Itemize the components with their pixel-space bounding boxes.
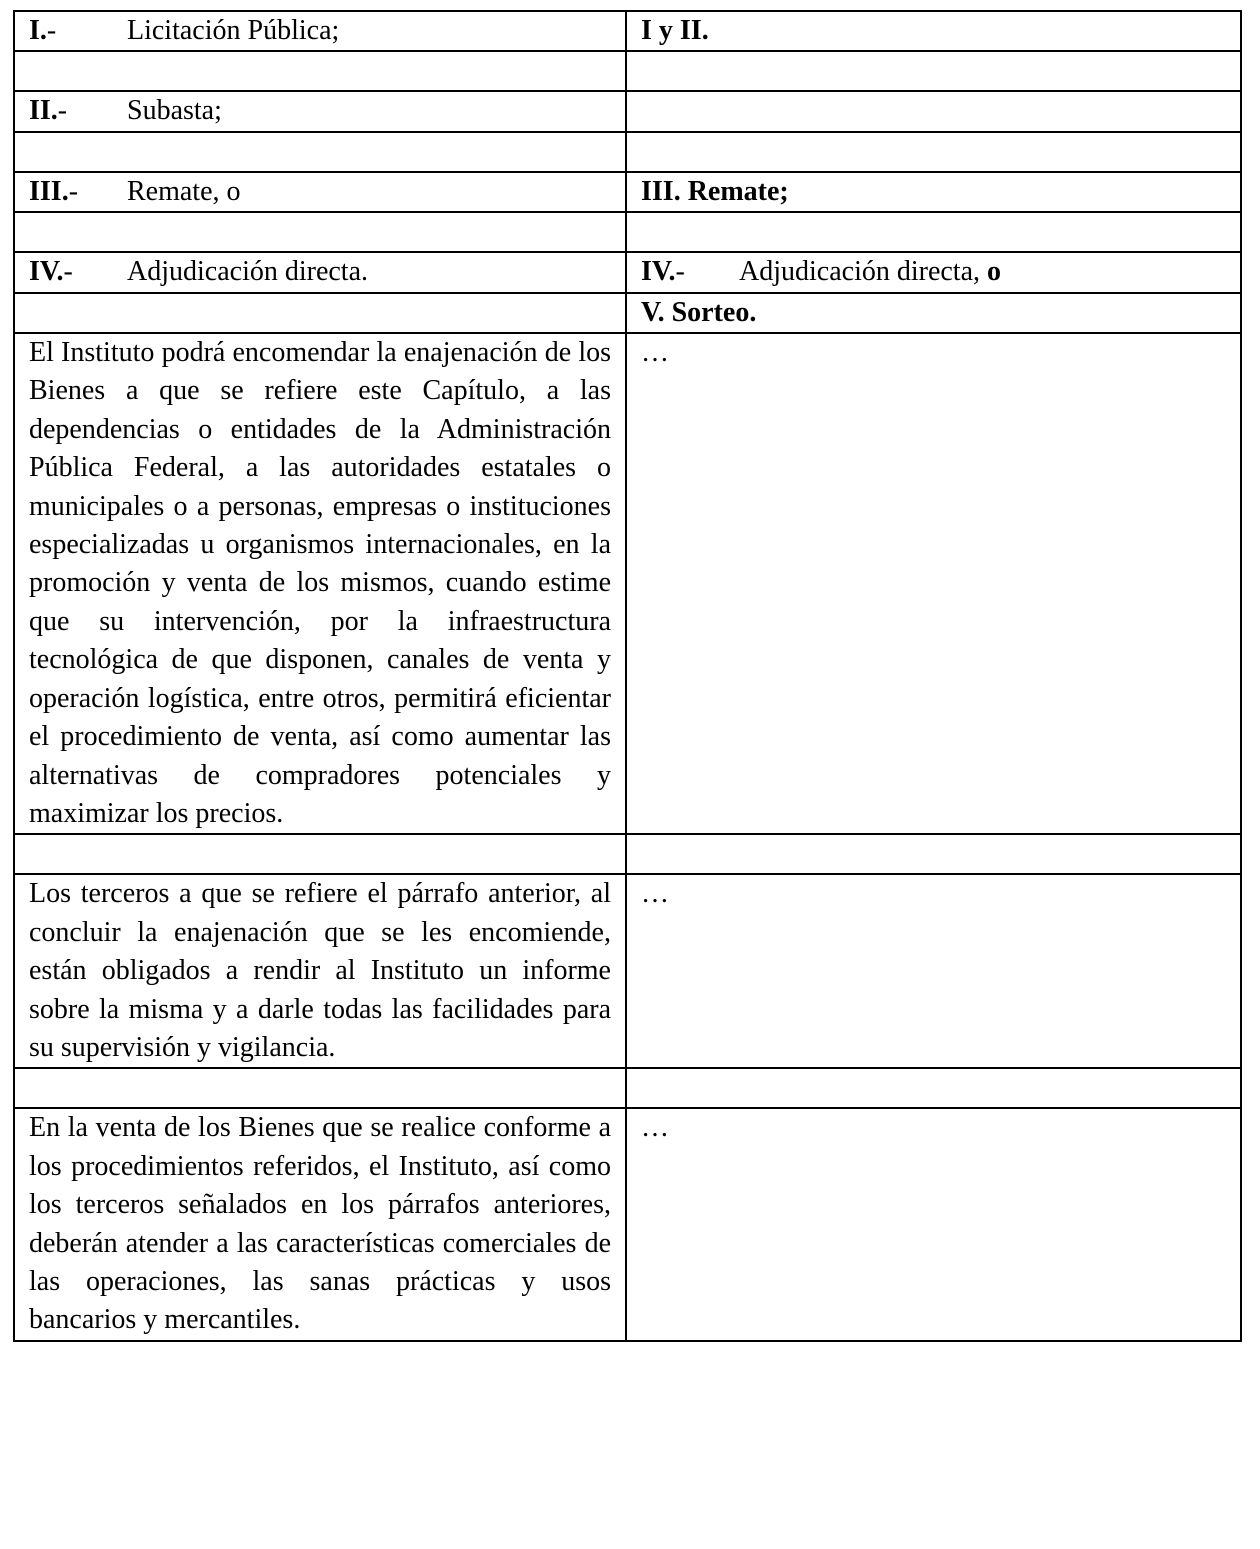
cell-left: [14, 333, 626, 834]
cell-left: [14, 293, 626, 333]
ellipsis-text: …: [641, 1112, 669, 1144]
cell-left: [14, 834, 626, 874]
cell-right: [626, 91, 1241, 131]
table-row-paragraph: [14, 333, 1241, 834]
table-row-empty: [14, 1068, 1241, 1108]
fraction-number: III.-: [29, 175, 79, 207]
cell-right: [626, 172, 1241, 212]
cell-right: [626, 293, 1241, 333]
table-row-empty: [14, 51, 1241, 91]
cell-left: [14, 1108, 626, 1340]
cell-left: [14, 11, 626, 51]
cell-right: [626, 333, 1241, 834]
table-row-paragraph: [14, 1108, 1241, 1340]
cell-right: [626, 212, 1241, 252]
table-row: [14, 91, 1241, 131]
fraction-text: Licitación Pública;: [127, 15, 340, 46]
fraction-text: I y II.: [641, 15, 709, 46]
table-row: [14, 252, 1241, 292]
table-row-empty: [14, 212, 1241, 252]
cell-right: [626, 51, 1241, 91]
table-row: [14, 11, 1241, 51]
ellipsis-text: …: [641, 878, 669, 910]
fraction-text: Adjudicación directa,: [739, 256, 988, 288]
fraction-text: III. Remate;: [641, 175, 789, 207]
cell-left: [14, 874, 626, 1068]
table-row-empty: [14, 132, 1241, 172]
paragraph-text: Los terceros a que se refiere el párrafo anterior, al concluir la enajenación que se les encomiende, están obligados a rendir al Instituto un informe sobre la misma y a darle todas las facilidades para su supervisión y vigilancia.: [29, 878, 611, 1063]
cell-left: [14, 51, 626, 91]
cell-right: [626, 132, 1241, 172]
cell-right: [626, 1108, 1241, 1340]
ellipsis-text: …: [641, 337, 669, 369]
cell-left: [14, 252, 626, 292]
cell-left: [14, 91, 626, 131]
fraction-number: I.-: [29, 15, 57, 46]
cell-right: [626, 874, 1241, 1068]
table-row-empty: [14, 834, 1241, 874]
table-row-paragraph: [14, 874, 1241, 1068]
fraction-text: V. Sorteo.: [641, 296, 757, 328]
cell-left: [14, 172, 626, 212]
cell-right: [626, 1068, 1241, 1108]
cell-right: [626, 834, 1241, 874]
fraction-conjunction: o: [987, 256, 1002, 288]
table-row: [14, 293, 1241, 333]
fraction-number: IV.-: [641, 256, 685, 288]
fraction-text: Remate, o: [127, 175, 241, 207]
cell-right: [626, 11, 1241, 51]
cell-left: [14, 1068, 626, 1108]
table-row: [14, 172, 1241, 212]
fraction-text: Subasta;: [127, 95, 222, 127]
paragraph-text: El Instituto podrá encomendar la enajenación de los Bienes a que se refiere este Capítulo, a las dependencias o entidades de la Administración Pública Federal, a las autoridades estatales o municipales o a personas, empresas o instituciones especializadas u organismos internacionales, en la promoción y venta de los mismos, cuando estime que su intervención, por la infraestructura tecnológica de que disponen, canales de venta y operación logística, entre otros, permitirá eficientar el procedimiento de venta, así como aumentar las alternativas de compradores potenciales y maximizar los precios.: [29, 337, 611, 829]
cell-left: [14, 132, 626, 172]
cell-right: [626, 252, 1241, 292]
cell-left: [14, 212, 626, 252]
fraction-number: II.-: [29, 95, 68, 127]
comparison-table: [13, 10, 1242, 1342]
paragraph-text: En la venta de los Bienes que se realice conforme a los procedimientos referidos, el Instituto, así como los terceros señalados en los párrafos anteriores, deberán atender a las características comerciales de las operaciones, las sanas prácticas y usos bancarios y mercantiles.: [29, 1112, 611, 1336]
fraction-number: IV.-: [29, 256, 73, 288]
fraction-text: Adjudicación directa.: [127, 256, 369, 288]
